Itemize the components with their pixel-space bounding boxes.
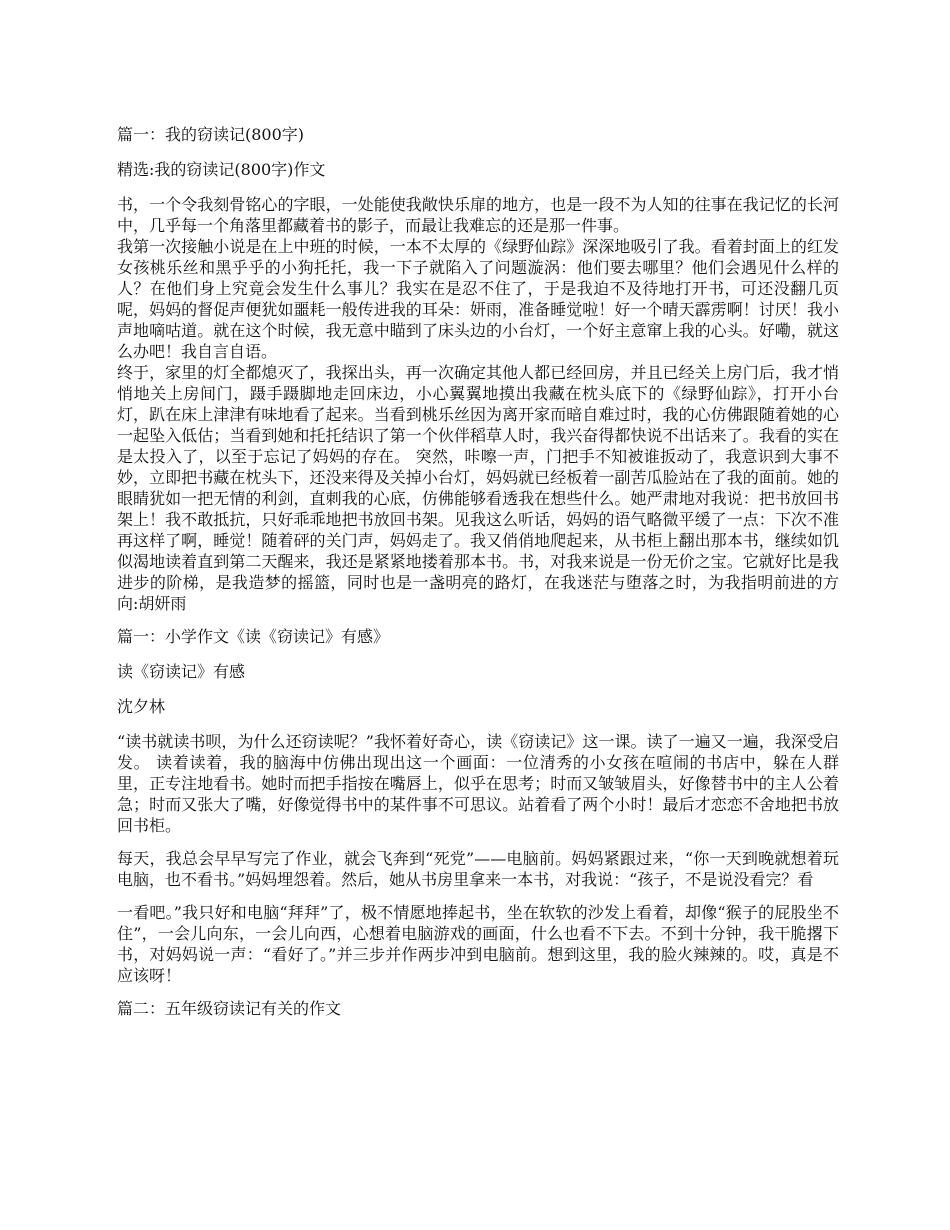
body-paragraph: 书，一个令我刻骨铭心的字眼，一处能使我敞快乐扉的地方，也是一段不为人知的往事在我记忆的长河中，几乎每一个角落里都藏着书的影子，而最让我难忘的还是那一件事。	[117, 195, 839, 235]
body-paragraph: 一看吧。”我只好和电脑“拜拜”了，极不情愿地捧起书，坐在软软的沙发上看着，却像“猴子的屁股坐不住”，一会儿向东，一会儿向西，心想着电脑游戏的画面，什么也看不下去。不到十分钟，我干脆撂下书，对妈妈说一声：“看好了。”并三步并作两步冲到电脑前。想到这里，我的脸火辣辣的。哎，真是不应该呀！	[117, 903, 839, 985]
article-title: 篇一：我的窃读记(800字)	[117, 125, 305, 144]
section-title: 篇二：五年级窃读记有关的作文	[117, 999, 342, 1018]
body-paragraph: “读书就读书呗，为什么还窃读呢？”我怀着好奇心，读《窃读记》这一课。读了一遍又一遍，我深受启发。 读着读着，我的脑海中仿佛出现出这一个画面：一位清秀的小女孩在喧闹的书店中，躲在人群里，正专注地看书。她时而把手指按在嘴唇上，似乎在思考；时而又皱皱眉头，好像替书中的主人公着急；时而又张大了嘴，好像觉得书中的某件事不可思议。站着看了两个小时！最后才恋恋不舍地把书放回书柜。	[117, 732, 839, 835]
body-paragraph: 每天，我总会早早写完了作业，就会飞奔到“死党”——电脑前。妈妈紧跟过来，“你一天到晚就想着玩电脑，也不看书。”妈妈埋怨着。然后，她从书房里拿来一本书，对我说：“孩子，不是说没看完？看	[117, 849, 839, 889]
body-paragraph: 我第一次接触小说是在上中班的时候，一本不太厚的《绿野仙踪》深深地吸引了我。看着封面上的红发女孩桃乐丝和黑乎乎的小狗托托，我一下子就陷入了问题漩涡：他们要去哪里？他们会遇见什么样的人？在他们身上究竟会发生什么事儿？我实在是忍不住了，于是我迫不及待地打开书，可还没翻几页呢，妈妈的督促声便犹如噩耗一般传进我的耳朵：妍雨，准备睡觉啦！好一个晴天霹雳啊！讨厌！我小声地嘀咕道。就在这个时候，我无意中瞄到了床头边的小台灯，一个好主意窜上我的心头。好嘞，就这么办吧！我自言自语。	[117, 237, 839, 361]
author-name: 沈夕林	[117, 697, 166, 716]
document-page	[117, 124, 839, 1033]
body-paragraph: 终于，家里的灯全都熄灭了，我探出头，再一次确定其他人都已经回房，并且已经关上房门后，我才悄悄地关上房间门，蹑手蹑脚地走回床边，小心翼翼地摸出我藏在枕头底下的《绿野仙踪》，打开小台灯，趴在床上津津有味地看了起来。当看到桃乐丝因为离开家而暗自难过时，我的心仿佛跟随着她的心一起坠入低估；当看到她和托托结识了第一个伙伴稻草人时，我兴奋得都快说不出话来了。我看的实在是太投入了，以至于忘记了妈妈的存在。 突然，咔嚓一声，门把手不知被谁扳动了，我意识到大事不妙，立即把书藏在枕头下，还没来得及关掉小台灯，妈妈就已经板着一副苦瓜脸站在了我的面前。她的眼睛犹如一把无情的利剑，直刺我的心底，仿佛能够看透我在想些什么。她严肃地对我说：把书放回书架上！我不敢抵抗，只好乖乖地把书放回书架。见我这么听话，妈妈的语气略微平缓了一点：下次不准再这样了啊，睡觉！随着砰的关门声，妈妈走了。我又俏俏地爬起来，从书柜上翻出那本书，继续如饥似渴地读着直到第二天醒来，我还是紧紧地搂着那本书。书，对我来说是一份无价之宝。它就好比是我进步的阶梯，是我造梦的摇篮，同时也是一盏明亮的路灯，在我迷茫与堕落之时，为我指明前进的方向:胡妍雨	[117, 363, 839, 613]
section-title: 篇一：小学作文《读《窃读记》有感》	[117, 627, 390, 646]
article-subtitle: 精选:我的窃读记(800字)作文	[117, 160, 326, 179]
essay-title: 读《窃读记》有感	[117, 662, 246, 681]
